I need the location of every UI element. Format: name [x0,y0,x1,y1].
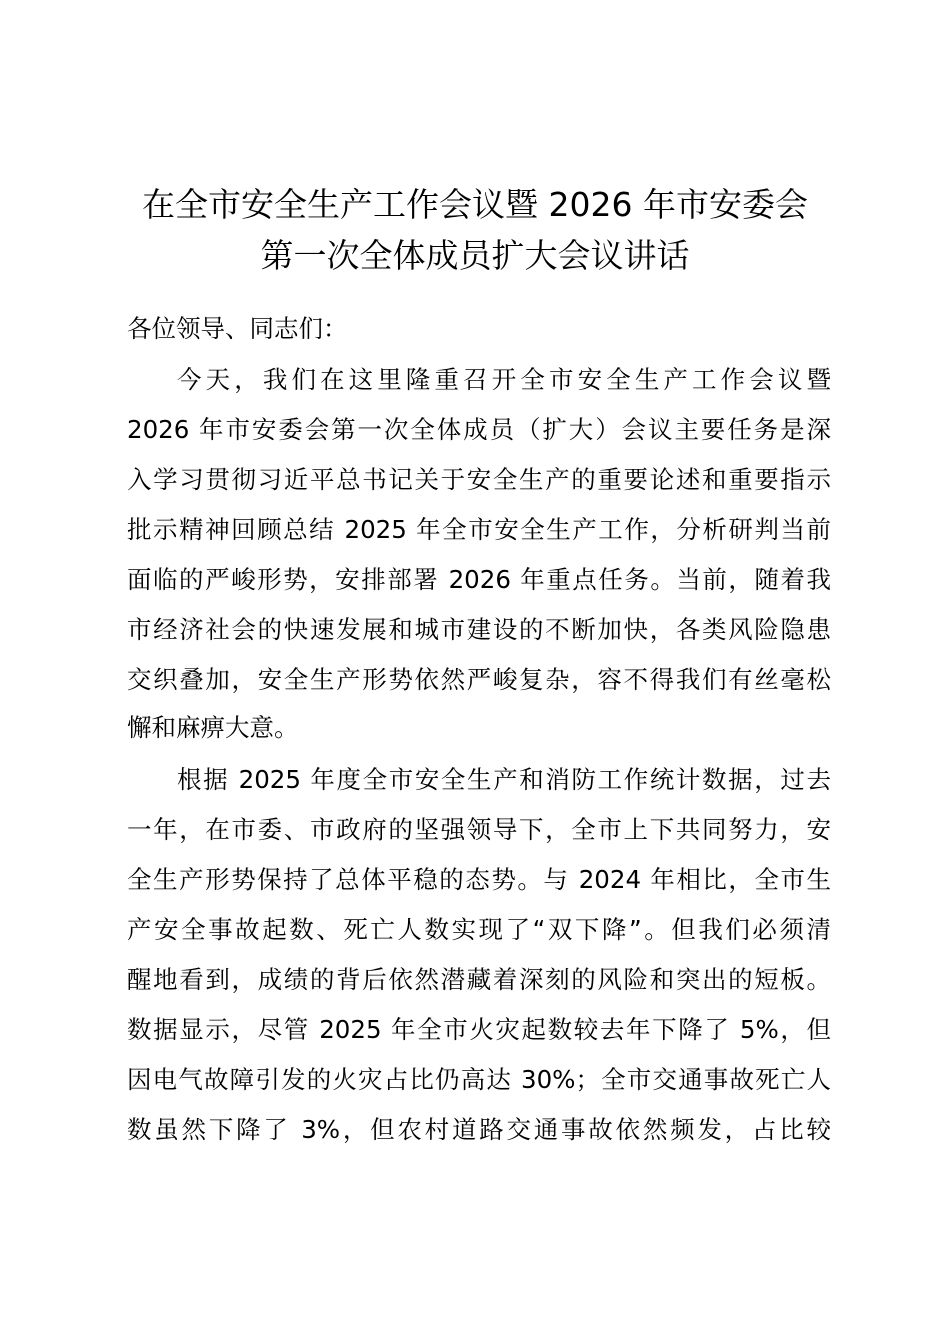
paragraph-1-line-4: 批示精神回顾总结 2025 年全市安全生产工作，分析研判当前 [127,515,831,544]
paragraph-1-line-3: 入学习贯彻习近平总书记关于安全生产的重要论述和重要指示 [127,465,831,494]
paragraph-1-line-8: 懈和麻痹大意。 [127,713,299,742]
paragraph-1-line-5: 面临的严峻形势，安排部署 2026 年重点任务。当前，随着我 [127,565,831,594]
document-title-line-2: 第一次全体成员扩大会议讲话 [260,236,690,275]
paragraph-1-line-1: 今天，我们在这里隆重召开全市安全生产工作会议暨 [177,365,831,394]
paragraph-2-line-8: 数虽然下降了 3%，但农村道路交通事故依然频发，占比较 [127,1115,831,1144]
paragraph-2-line-3: 全生产形势保持了总体平稳的态势。与 2024 年相比，全市生 [127,865,831,894]
paragraph-2-line-4: 产安全事故起数、死亡人数实现了“双下降”。但我们必须清 [127,915,831,944]
paragraph-2-line-2: 一年，在市委、市政府的坚强领导下，全市上下共同努力，安 [127,815,831,844]
paragraph-2-line-6: 数据显示，尽管 2025 年全市火灾起数较去年下降了 5%，但 [127,1015,831,1044]
paragraph-1-line-7: 交织叠加，安全生产形势依然严峻复杂，容不得我们有丝毫松 [127,665,831,694]
paragraph-1-line-6: 市经济社会的快速发展和城市建设的不断加快，各类风险隐患 [127,615,831,644]
paragraph-2-line-5: 醒地看到，成绩的背后依然潜藏着深刻的风险和突出的短板。 [127,965,831,994]
paragraph-1-line-2: 2026 年市安委会第一次全体成员（扩大）会议主要任务是深 [127,415,831,444]
document-title-line-1: 在全市安全生产工作会议暨 2026 年市安委会 [142,185,808,224]
salutation: 各位领导、同志们： [127,314,348,343]
paragraph-2-line-7: 因电气故障引发的火灾占比仍高达 30%；全市交通事故死亡人 [127,1065,831,1094]
paragraph-2-line-1: 根据 2025 年度全市安全生产和消防工作统计数据，过去 [177,765,831,794]
